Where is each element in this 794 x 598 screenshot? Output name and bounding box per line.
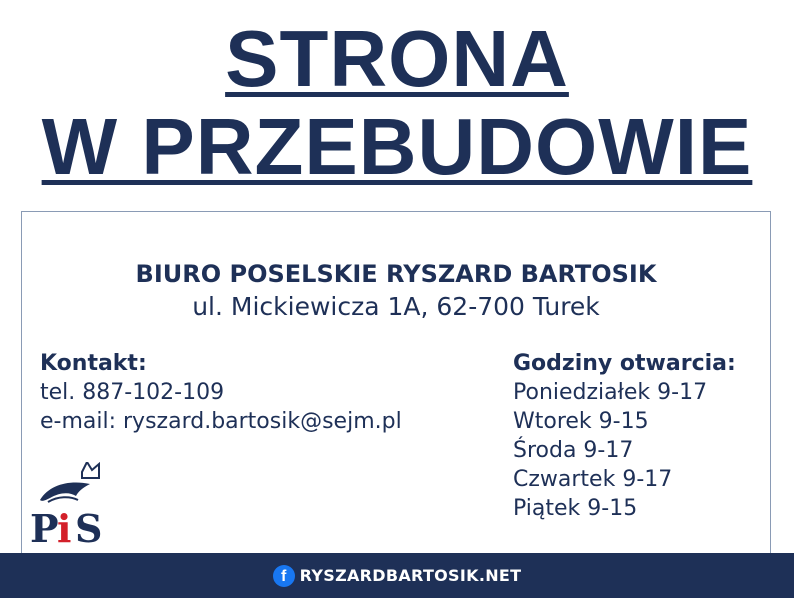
hours-day: Wtorek 9-15 [513, 409, 649, 434]
svg-text:S: S [75, 506, 103, 548]
crown-icon [82, 462, 99, 478]
headline-line-2: W PRZEBUDOWIE [41, 102, 753, 191]
hours-day: Czwartek 9-17 [513, 467, 673, 492]
footer-bar [0, 553, 794, 598]
office-card [21, 211, 771, 556]
pis-logo [30, 462, 110, 548]
footer-link[interactable]: RYSZARDBARTOSIK.NET [299, 566, 522, 585]
headline-line-1: STRONA [225, 14, 569, 103]
facebook-icon[interactable]: f [273, 565, 295, 587]
office-address: ul. Mickiewicza 1A, 62-700 Turek [192, 292, 600, 321]
hours-day: Środa 9-17 [513, 438, 634, 463]
hours-day: Piątek 9-15 [513, 496, 638, 521]
svg-text:P: P [30, 506, 59, 548]
svg-text:i: i [57, 506, 72, 548]
hours-heading: Godziny otwarcia: [513, 351, 736, 376]
contact-email[interactable]: e-mail: ryszard.bartosik@sejm.pl [40, 409, 402, 434]
contact-phone[interactable]: tel. 887-102-109 [40, 380, 225, 405]
contact-heading: Kontakt: [40, 351, 147, 376]
opening-hours-section [513, 349, 736, 523]
hours-day: Poniedziałek 9-17 [513, 380, 708, 405]
office-name: BIURO POSELSKIE RYSZARD BARTOSIK [135, 260, 657, 288]
contact-section [40, 349, 402, 436]
